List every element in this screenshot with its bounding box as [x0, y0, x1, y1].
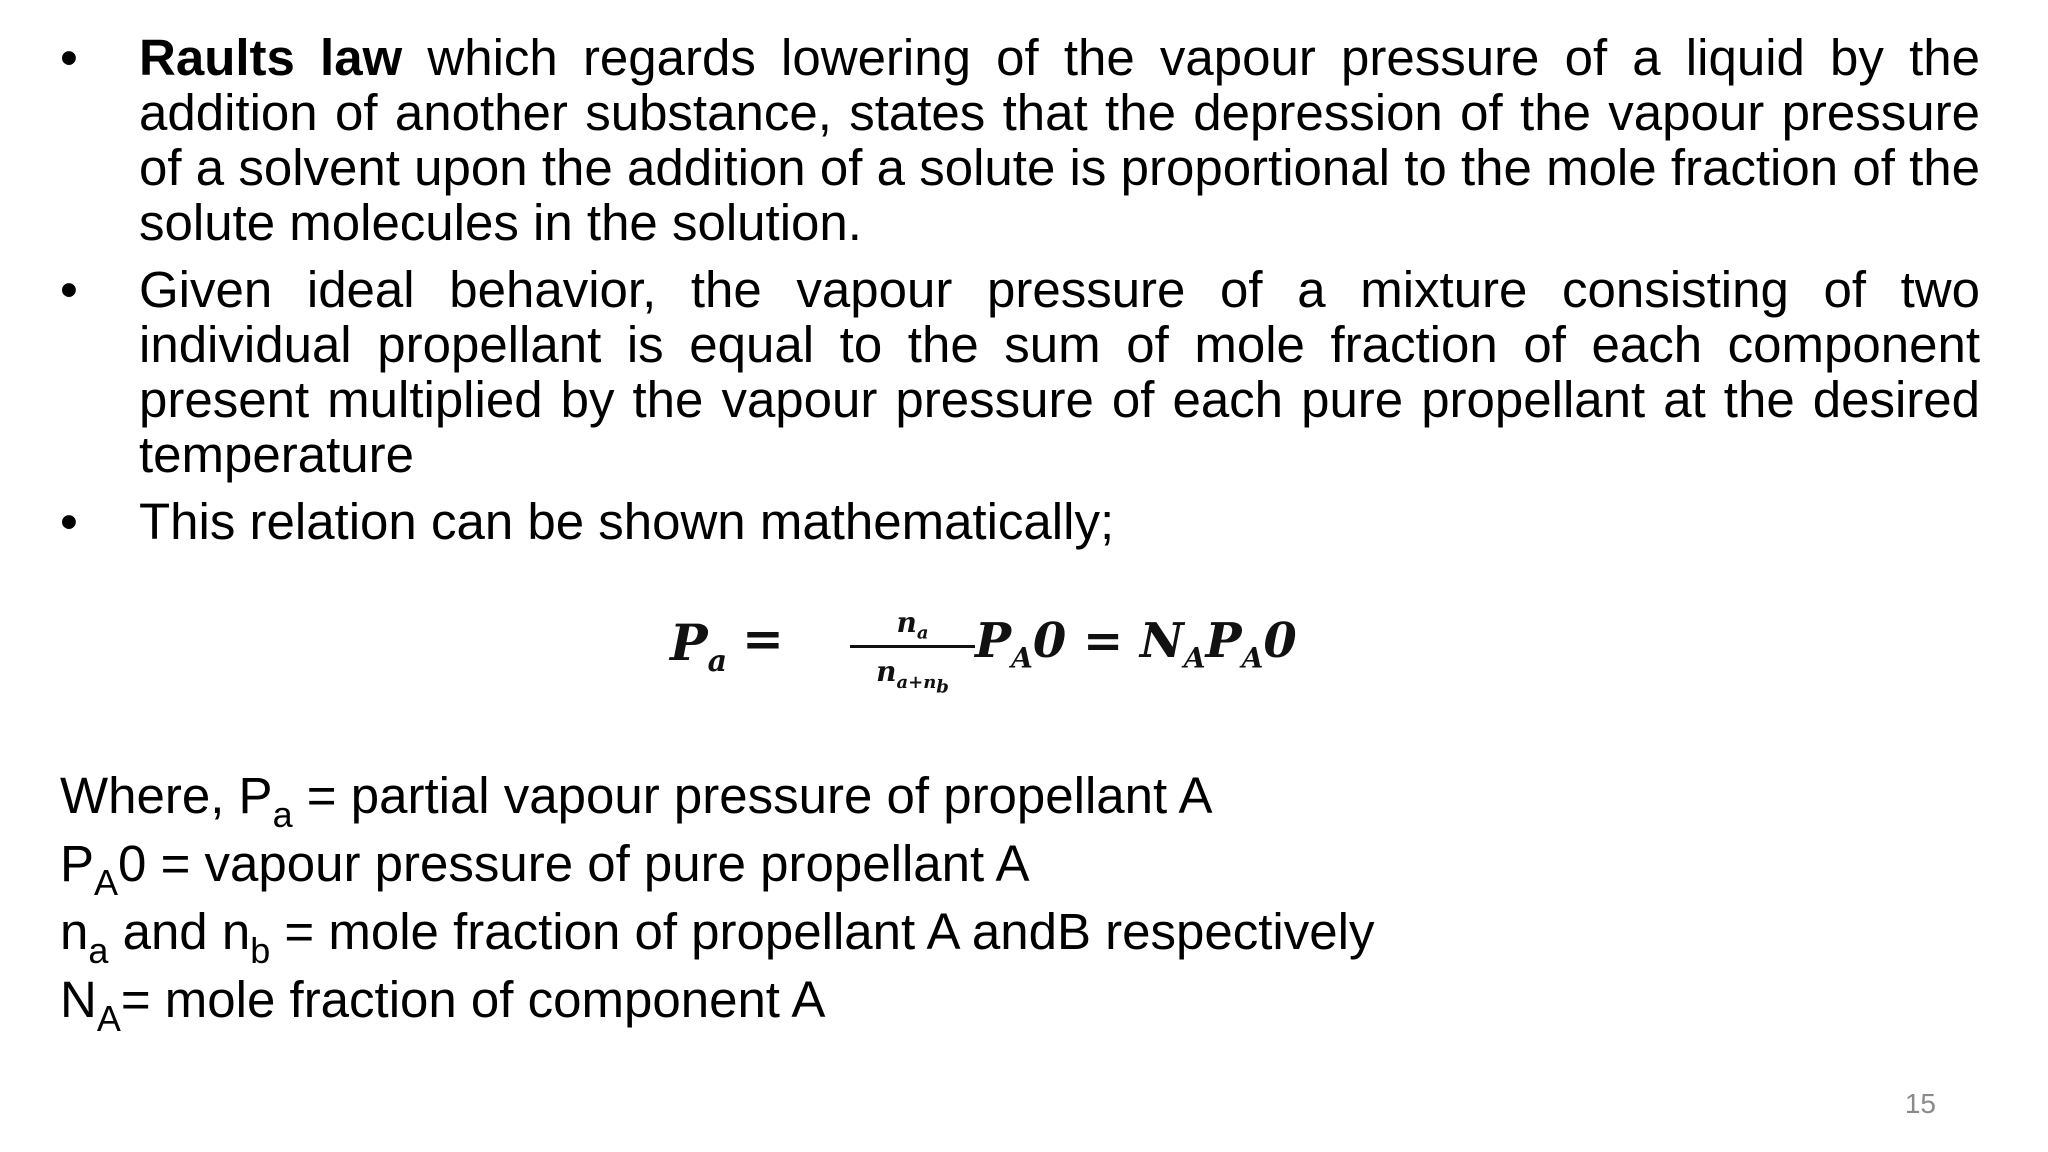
def-text: P [60, 835, 95, 892]
numerator-subscript: a [916, 622, 929, 644]
rhs-n-symbol: N [1139, 613, 1184, 669]
def-text: = mole fraction of propellant A andB respectively [270, 903, 1375, 960]
bullet-dot: • [60, 493, 78, 550]
def-subscript: a [272, 794, 293, 835]
formula-lhs-subscript: a [707, 644, 728, 679]
page-number: 15 [1904, 1088, 1936, 1119]
def-subscript: A [96, 998, 121, 1039]
rhs-p-subscript: A [1011, 641, 1033, 675]
def-text: = mole fraction of component A [120, 971, 826, 1028]
definition-mole-fractions [60, 898, 1375, 971]
fraction-denominator [850, 652, 975, 707]
definition-component-fraction [60, 966, 1374, 1039]
def-text: 0 = vapour pressure of pure propellant A [118, 835, 1030, 892]
denominator-subscript-a: a+n [896, 671, 937, 693]
rhs-n-subscript: A [1183, 641, 1206, 675]
bullet-text: which regards lowering of the vapour pressure of a liquid by the addition of another substance, states that the depression of the vapour pressure of a solvent upon the addition of a solute is proportional to the mole fraction of the solute molecules in the solution. [139, 29, 1980, 251]
bullet-text: This relation can be shown mathematically; [139, 493, 1115, 550]
def-subscript: A [94, 862, 119, 903]
fraction-numerator [850, 605, 975, 644]
bullet-text: Given ideal behavior, the vapour pressure of a mixture consisting of two individual propellant is equal to the sum of mole fraction of each component present multiplied by the vapour pressure of each pure propellant at the desired temperature [139, 261, 1980, 483]
formula-lhs-symbol: P [670, 613, 708, 672]
definition-partial-pressure [60, 762, 1374, 835]
def-subscript: b [250, 930, 271, 971]
bullet-raults-law [60, 30, 1980, 250]
denominator-subscript [896, 671, 949, 698]
def-text: N [60, 971, 97, 1028]
denominator-symbol: n [876, 655, 897, 688]
formula-rhs [975, 613, 1297, 675]
bullet-list [60, 30, 1980, 561]
rhs-p-symbol: P [975, 613, 1012, 669]
def-text: Where, P [60, 767, 273, 824]
formula-equals: = [742, 609, 784, 668]
def-text: = partial vapour pressure of propellant A [292, 767, 1213, 824]
rhs-p2-subscript: A [1241, 641, 1264, 675]
bullet-dot: • [60, 261, 78, 318]
def-text: and n [108, 903, 251, 960]
formula-lhs [670, 613, 727, 679]
bullet-dot: • [60, 29, 78, 86]
raoult-formula [660, 605, 1380, 715]
bullet-ideal-behavior [60, 262, 1980, 482]
rhs-p2-symbol: P [1205, 613, 1242, 669]
bullet-relation [60, 494, 1980, 549]
definitions [60, 762, 1375, 1039]
def-subscript: a [88, 930, 109, 971]
rhs-p-tail: 0 = [1032, 613, 1140, 669]
rhs-p2-tail: 0 [1263, 613, 1297, 669]
def-text: n [60, 903, 89, 960]
fraction-bar [850, 645, 975, 648]
bullet-bold-lead: Raults law [139, 29, 403, 86]
definition-pure-pressure [60, 830, 1374, 903]
numerator-symbol: n [896, 606, 917, 639]
denominator-subscript-b: b [936, 676, 949, 698]
formula-fraction [850, 605, 975, 707]
